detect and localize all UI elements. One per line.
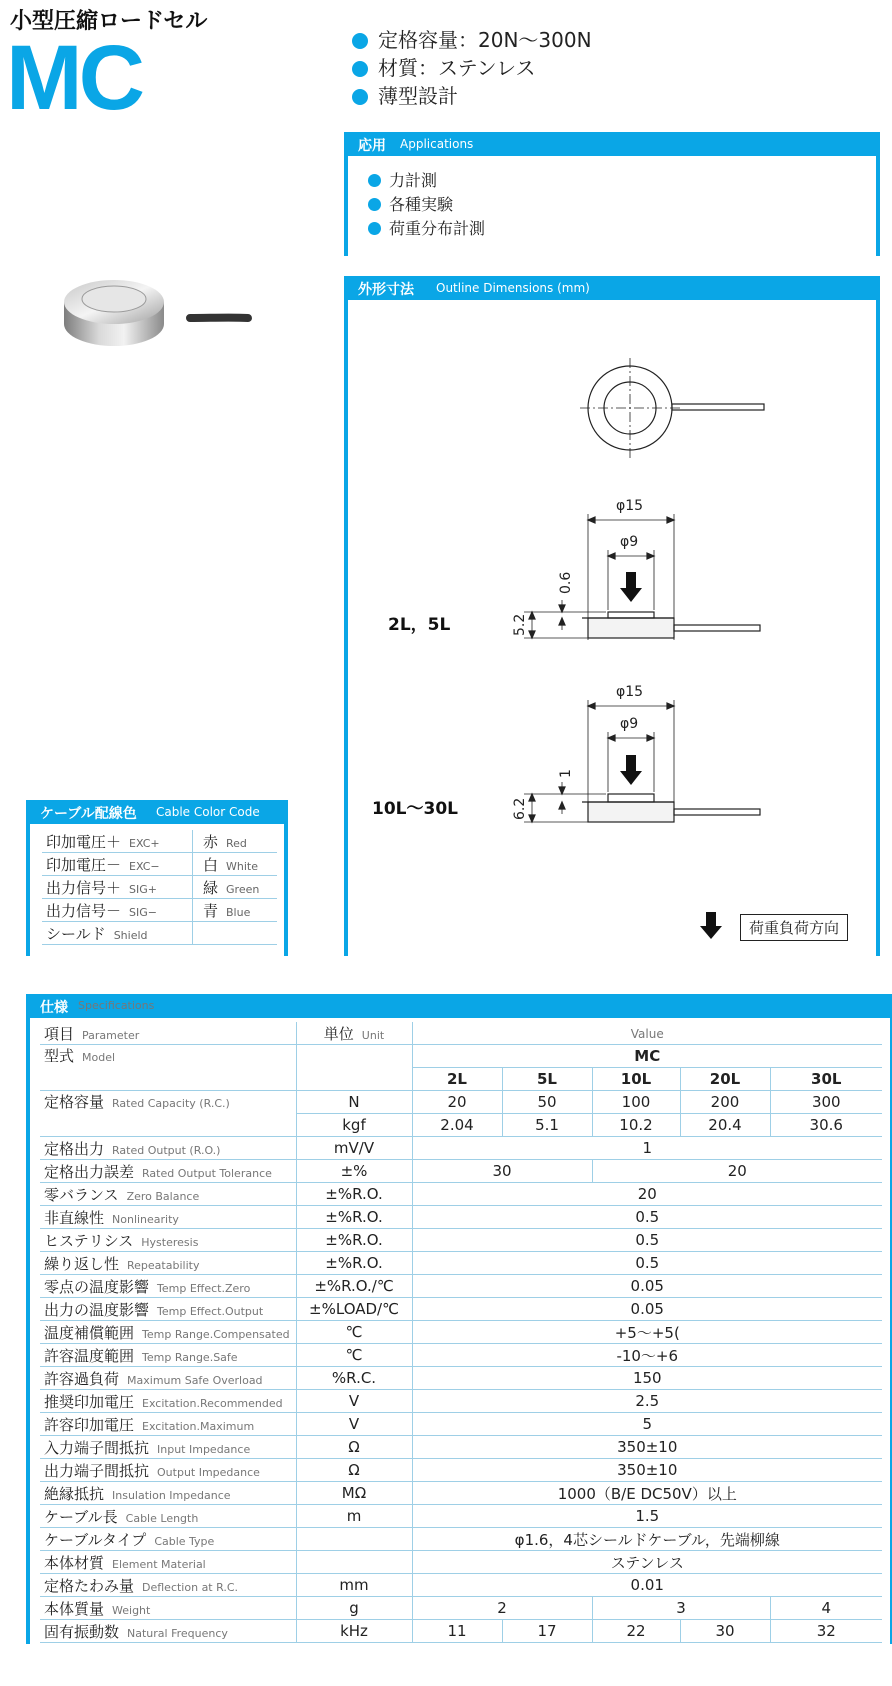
cable-color-header: ケーブル配線色 Cable Color Code <box>30 800 284 824</box>
table-row: 零バランス Zero Balance ±%R.O. 20 <box>40 1183 882 1206</box>
dim-total-height-2: 6.2 <box>512 797 528 820</box>
specifications-panel <box>26 994 892 1644</box>
table-row: 出力信号－ SIG− 青 Blue <box>42 899 277 922</box>
table-row: 本体材質 Element Material ステンレス <box>40 1551 882 1574</box>
table-row: 温度補償範囲 Temp Range.Compensated ℃ +5～+5( <box>40 1321 882 1344</box>
table-row: 型式 Model MC <box>40 1045 882 1068</box>
table-row: 2L 5L 10L 20L 30L <box>40 1068 882 1091</box>
drawing-label-1: 2L，5L <box>388 615 451 635</box>
table-row: 零点の温度影響 Temp Effect.Zero ±%R.O./℃ 0.05 <box>40 1275 882 1298</box>
table-row: ケーブル長 Cable Length m 1.5 <box>40 1505 882 1528</box>
table-header-row: 項目 Parameter 単位 Unit Value <box>40 1022 882 1045</box>
bullet-icon <box>352 33 368 49</box>
specifications-header: 仕様 Specifications <box>30 994 890 1018</box>
outline-drawing <box>348 300 876 950</box>
bullet-icon <box>368 198 381 211</box>
table-row: 定格たわみ量 Deflection at R.C. mm 0.01 <box>40 1574 882 1597</box>
applications-list <box>368 169 485 241</box>
bullet-icon <box>352 61 368 77</box>
table-row: シールド Shield <box>42 922 277 945</box>
product-subtitle: 小型圧縮ロードセル <box>10 9 208 34</box>
product-photo <box>60 268 260 368</box>
table-row: 繰り返し性 Repeatability ±%R.O. 0.5 <box>40 1252 882 1275</box>
model-title: MC <box>6 27 142 129</box>
table-row: 許容印加電圧 Excitation.Maximum V 5 <box>40 1413 882 1436</box>
feature-item: 薄型設計 <box>352 80 458 109</box>
table-row: ヒステリシス Hysteresis ±%R.O. 0.5 <box>40 1229 882 1252</box>
load-direction-label: 荷重負荷方向 <box>740 914 848 941</box>
drawing-label-2: 10L～30L <box>372 799 458 819</box>
table-row: 定格容量 Rated Capacity (R.C.) N 20 50 100 200 300 <box>40 1091 882 1114</box>
table-row: 定格出力誤差 Rated Output Tolerance ±% 30 20 <box>40 1160 882 1183</box>
feature-item: 定格容量：20N～300N <box>352 24 592 53</box>
bullet-icon <box>368 222 381 235</box>
list-item: 力計測 <box>368 169 485 193</box>
outline-header: 外形寸法 Outline Dimensions (mm) <box>348 276 876 300</box>
load-direction-icon <box>700 912 722 939</box>
table-row: 印加電圧＋ EXC+ 赤 Red <box>42 830 277 853</box>
dim-outer-dia-2: φ15 <box>616 684 644 700</box>
dim-total-height-1: 5.2 <box>512 613 528 636</box>
load-arrow-icon <box>620 572 642 785</box>
table-row: 出力端子間抵抗 Output Impedance Ω 350±10 <box>40 1459 882 1482</box>
table-row: 絶縁抵抗 Insulation Impedance MΩ 1000（B/E DC50V）以上 <box>40 1482 882 1505</box>
table-row: 固有振動数 Natural Frequency kHz 11 17 22 30 32 <box>40 1620 882 1643</box>
feature-item: 材質：ステンレス <box>352 52 536 81</box>
cable-color-panel <box>26 800 288 956</box>
table-row: ケーブルタイプ Cable Type φ1.6，4芯シールドケーブル，先端柳線 <box>40 1528 882 1551</box>
dim-top-height-2: 1 <box>558 769 574 778</box>
dim-top-height-1: 0.6 <box>558 571 574 594</box>
table-row: 許容過負荷 Maximum Safe Overload %R.C. 150 <box>40 1367 882 1390</box>
cable-color-table <box>42 830 277 945</box>
table-row: 印加電圧－ EXC− 白 White <box>42 853 277 876</box>
table-row: 許容温度範囲 Temp Range.Safe ℃ -10～+6 <box>40 1344 882 1367</box>
bullet-icon <box>368 174 381 187</box>
applications-panel <box>344 132 880 256</box>
dim-inner-dia-2: φ9 <box>620 716 639 732</box>
table-row: 出力の温度影響 Temp Effect.Output ±%LOAD/℃ 0.05 <box>40 1298 882 1321</box>
table-row: 出力信号＋ SIG+ 緑 Green <box>42 876 277 899</box>
list-item: 荷重分布計測 <box>368 217 485 241</box>
applications-header: 応用 Applications <box>348 132 876 156</box>
table-row: 定格出力 Rated Output (R.O.) mV/V 1 <box>40 1137 882 1160</box>
table-row: 推奨印加電圧 Excitation.Recommended V 2.5 <box>40 1390 882 1413</box>
list-item: 各種実験 <box>368 193 485 217</box>
table-row: kgf 2.04 5.1 10.2 20.4 30.6 <box>40 1114 882 1137</box>
table-row: 非直線性 Nonlinearity ±%R.O. 0.5 <box>40 1206 882 1229</box>
bullet-icon <box>352 89 368 105</box>
table-row: 本体質量 Weight g 2 3 4 <box>40 1597 882 1620</box>
dim-outer-dia-1: φ15 <box>616 498 644 514</box>
table-row: 入力端子間抵抗 Input Impedance Ω 350±10 <box>40 1436 882 1459</box>
dim-inner-dia-1: φ9 <box>620 534 639 550</box>
specifications-table <box>40 1022 882 1643</box>
